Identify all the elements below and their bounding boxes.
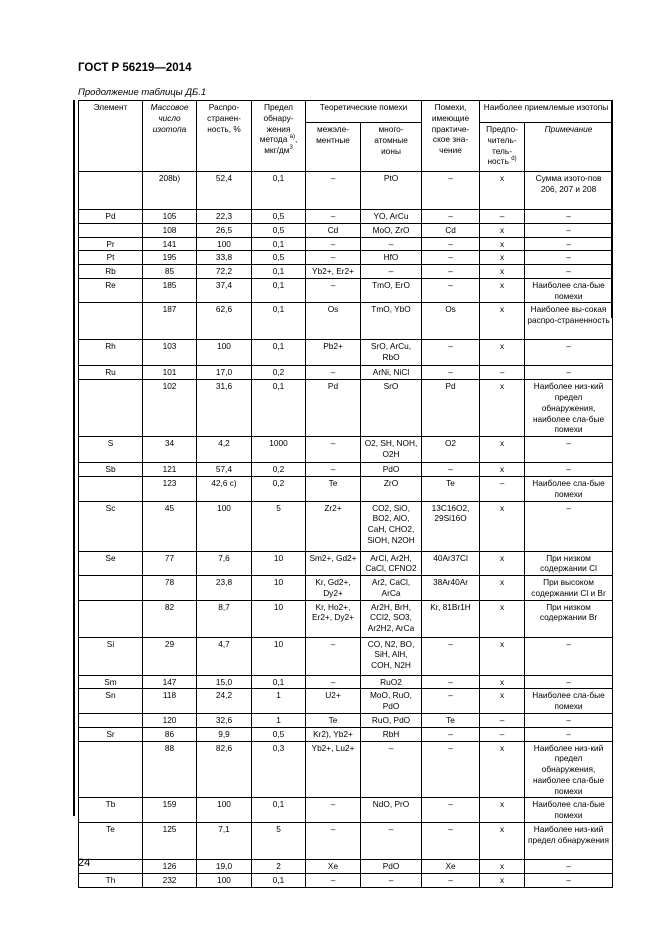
row-abundance: 100 [197,501,252,551]
row-practical: – [422,689,480,714]
row-practical: – [422,237,480,251]
row-element: Rh [79,340,143,366]
isotope-table [78,100,613,888]
table-row [79,210,613,224]
header-detection-limit: Предел обнару- жения метода $^{а)}$, мкг/$дм^3$ [252,101,306,172]
row-practical: – [422,172,480,210]
row-preference: x [480,172,525,210]
row-abundance: 42,6 c) [197,476,252,501]
row-detection-limit: 0,1 [252,798,306,823]
row-interelement: Cd [306,223,361,237]
row-practical: – [422,637,480,675]
row-element: Sm [79,675,143,689]
row-interelement: – [306,237,361,251]
row-note: Наиболее сла-бые помехи [525,278,613,303]
row-detection-limit: 0,1 [252,237,306,251]
row-polyatomic: NdO, PrO [361,798,422,823]
header-practical-interferences: Помехи, имеющие практиче- ское зна- чение [422,101,480,172]
row-polyatomic: SrO [361,380,422,437]
row-polyatomic: MoO, RuO, PdO [361,689,422,714]
row-note: – [525,713,613,727]
row-polyatomic: ArNi, NiCl [361,366,422,380]
table-row [79,265,613,279]
table-row [79,873,613,887]
row-interelement: Kr2), Yb2+ [306,727,361,741]
row-practical: Te [422,713,480,727]
row-mass-number: 102 [143,380,197,437]
row-detection-limit: 0,2 [252,463,306,477]
table-row [79,278,613,303]
row-preference: x [480,873,525,887]
row-practical: Te [422,476,480,501]
row-abundance: 19,0 [197,860,252,874]
row-mass-number: 120 [143,713,197,727]
row-note: Наиболее низ-кий предел обнаружения, наиболее сла-бые помехи [525,741,613,798]
table-row [79,437,613,463]
row-preference: x [480,675,525,689]
row-note: – [525,265,613,279]
row-note: – [525,251,613,265]
row-polyatomic: O2, SH, NOH, O2H [361,437,422,463]
row-practical: – [422,340,480,366]
row-mass-number: 77 [143,551,197,576]
row-preference: x [480,223,525,237]
row-abundance: 57,4 [197,463,252,477]
row-preference: x [480,463,525,477]
table-row [79,860,613,874]
row-abundance: 23,8 [197,576,252,601]
table-row [79,600,613,637]
row-preference: x [480,251,525,265]
row-polyatomic: TmO, YbO [361,303,422,340]
row-interelement: Zr2+ [306,501,361,551]
row-mass-number: 141 [143,237,197,251]
table-row [79,366,613,380]
row-abundance: 52,4 [197,172,252,210]
row-interelement: Kr, Gd2+, Dy2+ [306,576,361,601]
row-interelement: Xe [306,860,361,874]
row-preference: x [480,303,525,340]
row-abundance: 7,1 [197,823,252,860]
row-element [79,713,143,727]
row-element [79,380,143,437]
row-preference: – [480,713,525,727]
row-preference: – [480,366,525,380]
row-element [79,741,143,798]
row-interelement: – [306,873,361,887]
row-abundance: 82,6 [197,741,252,798]
row-note: – [525,860,613,874]
row-abundance: 32,6 [197,713,252,727]
row-note: При низком содержании Br [525,600,613,637]
row-polyatomic: – [361,237,422,251]
row-note: – [525,501,613,551]
row-abundance: 24,2 [197,689,252,714]
row-interelement: – [306,463,361,477]
row-practical: – [422,278,480,303]
row-practical: – [422,873,480,887]
row-practical: – [422,727,480,741]
row-element: Pr [79,237,143,251]
row-element: Se [79,551,143,576]
row-mass-number: 159 [143,798,197,823]
row-interelement: – [306,823,361,860]
row-preference: x [480,340,525,366]
row-polyatomic: RuO, PdO [361,713,422,727]
row-detection-limit: 10 [252,637,306,675]
row-note: Наиболее сла-бые помехи [525,476,613,501]
row-polyatomic: – [361,873,422,887]
table-body [79,172,613,888]
row-preference: – [480,210,525,224]
table-row [79,340,613,366]
table-row [79,713,613,727]
row-element [79,172,143,210]
row-abundance: 26,5 [197,223,252,237]
row-element: Te [79,823,143,860]
row-mass-number: 232 [143,873,197,887]
row-polyatomic: RbH [361,727,422,741]
row-detection-limit: 10 [252,551,306,576]
table-row [79,675,613,689]
row-abundance: 4,7 [197,637,252,675]
row-element: Re [79,278,143,303]
row-practical: 13C16O2, 29Si16O [422,501,480,551]
row-preference: x [480,637,525,675]
change-bar-left [73,100,75,816]
row-element: Th [79,873,143,887]
row-note: При низком содержании Cl [525,551,613,576]
row-preference: x [480,437,525,463]
row-practical: – [422,251,480,265]
row-polyatomic: HfO [361,251,422,265]
row-preference: x [480,551,525,576]
row-interelement: – [306,278,361,303]
row-detection-limit: 0,1 [252,303,306,340]
table-row [79,251,613,265]
table-row [79,689,613,714]
row-mass-number: 125 [143,823,197,860]
row-polyatomic: Ar2H, BrH, CCl2, SO3, Ar2H2, ArCa [361,600,422,637]
row-polyatomic: YO, ArCu [361,210,422,224]
row-practical: Kr, 81Br1H [422,600,480,637]
row-polyatomic: Ar2, CaCl, ArCa [361,576,422,601]
row-note: – [525,637,613,675]
row-abundance: 100 [197,237,252,251]
table-row [79,303,613,340]
row-mass-number: 126 [143,860,197,874]
row-element: Sb [79,463,143,477]
table-row [79,727,613,741]
row-detection-limit: 10 [252,600,306,637]
header-mass-number: Массовое число изотопа [143,101,197,172]
row-abundance: 31,6 [197,380,252,437]
row-abundance: 22,3 [197,210,252,224]
row-abundance: 100 [197,873,252,887]
header-polyatomic: много- атомные ионы [361,123,422,172]
row-mass-number: 34 [143,437,197,463]
row-practical: 38Ar40Ar [422,576,480,601]
row-mass-number: 88 [143,741,197,798]
row-note: Наиболее низ-кий предел обнаружения, наиболее сла-бые помехи [525,380,613,437]
row-detection-limit: 1 [252,713,306,727]
table-row [79,476,613,501]
row-polyatomic: TmO, ErO [361,278,422,303]
header-preference: Предпо- читель- тель- ность $^{d)}$ [480,123,525,172]
row-mass-number: 105 [143,210,197,224]
row-polyatomic: MoO, ZrO [361,223,422,237]
row-mass-number: 78 [143,576,197,601]
row-preference: x [480,798,525,823]
row-note: – [525,340,613,366]
row-abundance: 100 [197,798,252,823]
row-abundance: 62,6 [197,303,252,340]
row-note: Наиболее низ-кий предел обнаружения [525,823,613,860]
row-preference: x [480,823,525,860]
row-interelement: Os [306,303,361,340]
row-note: – [525,727,613,741]
row-note: Наиболее сла-бые помехи [525,798,613,823]
row-note: Наиболее вы-сокая распро-страненность [525,303,613,340]
row-detection-limit: 0,1 [252,265,306,279]
row-abundance: 8,7 [197,600,252,637]
row-mass-number: 85 [143,265,197,279]
row-detection-limit: 0,5 [252,210,306,224]
row-element: Si [79,637,143,675]
row-practical: – [422,798,480,823]
table-row [79,741,613,798]
row-note: Сумма изото-пов 206, 207 и 208 [525,172,613,210]
row-preference: x [480,860,525,874]
row-interelement: – [306,637,361,675]
row-detection-limit: 0,5 [252,727,306,741]
row-practical: – [422,823,480,860]
row-interelement: – [306,798,361,823]
header-theoretical-interferences: Теоретические помехи [306,101,422,123]
row-practical: – [422,366,480,380]
row-detection-limit: 0,1 [252,873,306,887]
row-interelement: – [306,675,361,689]
table-row [79,798,613,823]
row-detection-limit: 1 [252,689,306,714]
row-interelement: – [306,437,361,463]
table-row [79,823,613,860]
row-abundance: 7,6 [197,551,252,576]
row-abundance: 100 [197,340,252,366]
row-mass-number: 108 [143,223,197,237]
row-detection-limit: 0,1 [252,340,306,366]
row-note: – [525,463,613,477]
row-polyatomic: ZrO [361,476,422,501]
row-polyatomic: RuO2 [361,675,422,689]
row-preference: x [480,576,525,601]
row-mass-number: 187 [143,303,197,340]
row-note: – [525,873,613,887]
row-interelement: Yb2+, Er2+ [306,265,361,279]
document-code: ГОСТ Р 56219—2014 [78,62,192,74]
row-element [79,303,143,340]
row-interelement: Kr, Ho2+, Er2+, Dy2+ [306,600,361,637]
row-practical: 40Ar37Cl [422,551,480,576]
row-preference: x [480,501,525,551]
row-note: – [525,210,613,224]
row-interelement: – [306,172,361,210]
row-element: S [79,437,143,463]
row-detection-limit: 5 [252,823,306,860]
row-mass-number: 103 [143,340,197,366]
row-detection-limit: 10 [252,576,306,601]
row-element: Pd [79,210,143,224]
row-abundance: 15,0 [197,675,252,689]
row-element: Pt [79,251,143,265]
row-mass-number: 195 [143,251,197,265]
row-mass-number: 121 [143,463,197,477]
table-continuation-caption: Продолжение таблицы ДБ.1 [78,87,207,98]
header-interelement: межэле- ментные [306,123,361,172]
row-detection-limit: 0,2 [252,366,306,380]
row-interelement: U2+ [306,689,361,714]
row-preference: – [480,476,525,501]
row-note: Наиболее сла-бые помехи [525,689,613,714]
row-polyatomic: PdO [361,463,422,477]
row-note: – [525,437,613,463]
row-preference: x [480,689,525,714]
row-interelement: Pb2+ [306,340,361,366]
row-detection-limit: 0,5 [252,223,306,237]
table-row [79,576,613,601]
row-element: Tb [79,798,143,823]
row-mass-number: 208b) [143,172,197,210]
row-element [79,223,143,237]
row-element: Sn [79,689,143,714]
row-practical: Xe [422,860,480,874]
row-polyatomic: PtO [361,172,422,210]
row-polyatomic: – [361,823,422,860]
row-preference: x [480,237,525,251]
table-row [79,380,613,437]
row-detection-limit: 0,1 [252,278,306,303]
row-polyatomic: PdO [361,860,422,874]
row-practical: – [422,675,480,689]
isotope-table-container [78,100,612,888]
row-preference: x [480,741,525,798]
row-interelement: – [306,210,361,224]
row-note: При высоком содержании Cl и Br [525,576,613,601]
row-element: Sr [79,727,143,741]
row-interelement: Te [306,476,361,501]
row-practical: – [422,265,480,279]
row-mass-number: 147 [143,675,197,689]
row-element [79,600,143,637]
row-note: – [525,223,613,237]
row-practical: – [422,210,480,224]
row-interelement: Yb2+, Lu2+ [306,741,361,798]
row-practical: Pd [422,380,480,437]
row-interelement: – [306,366,361,380]
row-abundance: 37,4 [197,278,252,303]
row-abundance: 4,2 [197,437,252,463]
row-practical: – [422,463,480,477]
row-note: – [525,237,613,251]
row-detection-limit: 1000 [252,437,306,463]
header-preferred-isotopes: Наиболее приемлемые изотопы [480,101,613,123]
row-detection-limit: 0,1 [252,675,306,689]
row-detection-limit: 2 [252,860,306,874]
table-row [79,223,613,237]
table-row [79,551,613,576]
row-note: – [525,366,613,380]
row-practical: O2 [422,437,480,463]
row-detection-limit: 0,1 [252,380,306,437]
row-abundance: 33,8 [197,251,252,265]
table-header [79,101,613,172]
row-detection-limit: 0,1 [252,172,306,210]
row-interelement: – [306,251,361,265]
row-preference: x [480,380,525,437]
row-element: Sc [79,501,143,551]
row-mass-number: 123 [143,476,197,501]
table-row [79,501,613,551]
row-mass-number: 86 [143,727,197,741]
row-abundance: 17,0 [197,366,252,380]
row-detection-limit: 0,5 [252,251,306,265]
row-element: Rb [79,265,143,279]
page-number: 24 [78,857,91,869]
header-note: Примечание [525,123,613,172]
row-preference: x [480,278,525,303]
row-interelement: Te [306,713,361,727]
row-note: – [525,675,613,689]
row-mass-number: 82 [143,600,197,637]
table-row [79,172,613,210]
row-preference: – [480,727,525,741]
row-preference: x [480,600,525,637]
row-detection-limit: 0,2 [252,476,306,501]
row-preference: x [480,265,525,279]
row-polyatomic: CO2, SiO, BO2, AlO, CaH, CHO2, SiOH, N2OH [361,501,422,551]
row-polyatomic: – [361,741,422,798]
row-practical: – [422,741,480,798]
table-row [79,637,613,675]
row-practical: Cd [422,223,480,237]
row-element [79,576,143,601]
row-abundance: 9,9 [197,727,252,741]
header-element: Элемент [79,101,143,172]
header-abundance: Распро- странен- ность, % [197,101,252,172]
row-mass-number: 185 [143,278,197,303]
row-polyatomic: – [361,265,422,279]
row-polyatomic: SrO, ArCu, RbO [361,340,422,366]
row-mass-number: 101 [143,366,197,380]
row-mass-number: 45 [143,501,197,551]
row-detection-limit: 5 [252,501,306,551]
row-interelement: Sm2+, Gd2+ [306,551,361,576]
table-row [79,237,613,251]
row-interelement: Pd [306,380,361,437]
table-row [79,463,613,477]
row-element [79,476,143,501]
row-element: Ru [79,366,143,380]
row-detection-limit: 0,3 [252,741,306,798]
row-mass-number: 29 [143,637,197,675]
row-polyatomic: CO, N2, BO, SiH, AlH, COH, N2H [361,637,422,675]
row-abundance: 72,2 [197,265,252,279]
row-practical: Os [422,303,480,340]
row-mass-number: 118 [143,689,197,714]
row-polyatomic: ArCl, Ar2H, CaCl, CFNO2 [361,551,422,576]
